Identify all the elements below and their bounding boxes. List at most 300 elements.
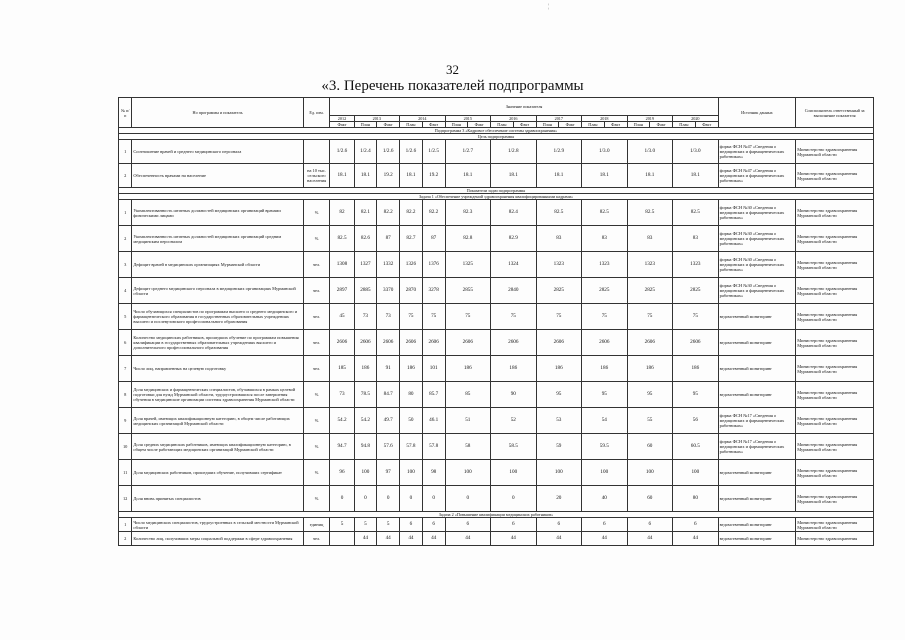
table-cell: 46.1 bbox=[422, 408, 445, 434]
table-cell: 82.2 bbox=[377, 200, 400, 226]
table-cell: 85 bbox=[445, 382, 491, 408]
table-cell: 87 bbox=[377, 226, 400, 252]
table-cell: Министерство здравоохранения Мурманской области bbox=[796, 164, 874, 188]
table-cell: 82.5 bbox=[330, 226, 354, 252]
table-cell: 18.1 bbox=[400, 164, 423, 188]
year-header: 2012 bbox=[330, 116, 354, 122]
table-cell: % bbox=[303, 434, 330, 460]
table-cell: 18.1 bbox=[445, 164, 491, 188]
table-cell: 85.7 bbox=[422, 382, 445, 408]
table-cell: 1 bbox=[119, 200, 132, 226]
table-cell: 186 bbox=[354, 356, 377, 382]
table-cell: 186 bbox=[673, 356, 719, 382]
table-cell: 57.6 bbox=[377, 434, 400, 460]
table-cell: 2825 bbox=[536, 278, 582, 304]
table-cell: 101 bbox=[422, 356, 445, 382]
table-cell: форма ФСН №30 «Сведения о медицинских и фармацевтических работниках» bbox=[718, 200, 796, 226]
table-cell: форма ФСН №17 «Сведения о медицинских и фармацевтических работниках» bbox=[718, 434, 796, 460]
table-cell: 1/2.8 bbox=[491, 140, 537, 164]
table-cell: 44 bbox=[354, 532, 377, 546]
table-cell: 75 bbox=[422, 304, 445, 330]
table-cell: 2885 bbox=[354, 278, 377, 304]
table-cell: 75 bbox=[491, 304, 537, 330]
table-cell: 6 bbox=[673, 518, 719, 532]
table-cell: 2606 bbox=[330, 330, 354, 356]
table-cell: Министерство здравоохранения Мурманской области bbox=[796, 486, 874, 512]
table-cell: 2 bbox=[119, 164, 132, 188]
table-cell: форма ФСН №47 «Сведения о медицинских и фармацевтических работниках» bbox=[718, 140, 796, 164]
table-cell: Министерство здравоохранения Мурманской области bbox=[796, 518, 874, 532]
table-cell: Укомплектованность штатных должностей медицинских организаций врачами физическими лицами bbox=[132, 200, 303, 226]
table-cell: 6 bbox=[422, 518, 445, 532]
table-cell: 18.1 bbox=[491, 164, 537, 188]
table-cell: 0 bbox=[400, 486, 423, 512]
table-cell: чел. bbox=[303, 330, 330, 356]
subheader-cell: План bbox=[627, 122, 650, 128]
table-cell: 186 bbox=[491, 356, 537, 382]
subheader-cell: План bbox=[445, 122, 468, 128]
col-responsible: Соисполнитель ответственный за выполнение показателя bbox=[796, 98, 874, 128]
subheader-cell: План bbox=[582, 122, 605, 128]
table-cell: Доля медицинских работников, прошедших обучение, получивших сертификат bbox=[132, 460, 303, 486]
table-cell: 54.2 bbox=[330, 408, 354, 434]
col-unit: Ед. изм. bbox=[303, 98, 330, 128]
table-cell: форма ФСН №30 «Сведения о медицинских и фармацевтических работниках» bbox=[718, 252, 796, 278]
table-row bbox=[119, 252, 874, 278]
table-cell: 82.8 bbox=[445, 226, 491, 252]
table-row bbox=[119, 304, 874, 330]
table-cell: 0 bbox=[377, 486, 400, 512]
table-cell: 6 bbox=[582, 518, 628, 532]
table-row bbox=[119, 356, 874, 382]
table-cell: 75 bbox=[536, 304, 582, 330]
table-cell: Доля медицинских и фармацевтических специалистов, обучавшихся в рамках целевой подготовки для нужд Мурманской области, трудоустроившихся после завершения обучения в медицинские организации системы здравоохранения Мурманской области bbox=[132, 382, 303, 408]
table-cell: 20 bbox=[536, 486, 582, 512]
table-cell: 60 bbox=[627, 434, 673, 460]
subheader-cell: План bbox=[354, 122, 377, 128]
table-cell: 18.1 bbox=[536, 164, 582, 188]
table-cell: 1/2.9 bbox=[536, 140, 582, 164]
table-cell: 11 bbox=[119, 460, 132, 486]
table-cell: 185 bbox=[330, 356, 354, 382]
table-row bbox=[119, 226, 874, 252]
table-row bbox=[119, 200, 874, 226]
section-row: Подпрограмма 3 «Кадровое обеспечение системы здравоохранения» bbox=[119, 128, 874, 134]
table-cell: 82.5 bbox=[627, 200, 673, 226]
table-cell: 100 bbox=[354, 460, 377, 486]
table-cell: 6 bbox=[491, 518, 537, 532]
table-cell: 3278 bbox=[422, 278, 445, 304]
table-cell: 58 bbox=[445, 434, 491, 460]
year-header: 2019 bbox=[627, 116, 673, 122]
table-cell: 0 bbox=[422, 486, 445, 512]
table-cell: 186 bbox=[400, 356, 423, 382]
page-title: «3. Перечень показателей подпрограммы bbox=[321, 78, 584, 94]
table-cell: 2825 bbox=[627, 278, 673, 304]
table-cell: 53 bbox=[536, 408, 582, 434]
table-row bbox=[119, 330, 874, 356]
table-cell: % bbox=[303, 382, 330, 408]
table-cell: Количество медицинских работников, прошедших обучение по программам повышения квалификации в государственных образовательных учреждениях высшего и дополнительного профессионального образования bbox=[132, 330, 303, 356]
table-cell: 55 bbox=[627, 408, 673, 434]
table-cell: 100 bbox=[627, 460, 673, 486]
table-cell: 44 bbox=[377, 532, 400, 546]
table-cell: 80 bbox=[673, 486, 719, 512]
table-cell: 90 bbox=[491, 382, 537, 408]
table-cell: 1/2.6 bbox=[330, 140, 354, 164]
table-cell: 0 bbox=[445, 486, 491, 512]
table-cell: 75 bbox=[582, 304, 628, 330]
table-cell: 73 bbox=[354, 304, 377, 330]
table-cell: 1376 bbox=[422, 252, 445, 278]
year-header: 2018 bbox=[582, 116, 628, 122]
table-cell: 44 bbox=[491, 532, 537, 546]
table-cell: 1325 bbox=[445, 252, 491, 278]
table-cell: ведомственный мониторинг bbox=[718, 460, 796, 486]
table-cell: 1308 bbox=[330, 252, 354, 278]
table-cell: ведомственный мониторинг bbox=[718, 486, 796, 512]
table-cell: 186 bbox=[536, 356, 582, 382]
table-cell: ведомственный мониторинг bbox=[718, 330, 796, 356]
year-header: 2016 bbox=[491, 116, 537, 122]
table-cell: 84.7 bbox=[377, 382, 400, 408]
table-cell: 1323 bbox=[627, 252, 673, 278]
table-cell: 58.5 bbox=[491, 434, 537, 460]
table-row bbox=[119, 434, 874, 460]
table-cell: 2606 bbox=[400, 330, 423, 356]
table-cell: 94.8 bbox=[354, 434, 377, 460]
table-cell: 95 bbox=[673, 382, 719, 408]
table-cell: 40 bbox=[582, 486, 628, 512]
table-cell: 100 bbox=[582, 460, 628, 486]
table-cell: 2606 bbox=[582, 330, 628, 356]
table-cell: 52 bbox=[491, 408, 537, 434]
table-cell: Министерство здравоохранения Мурманской области bbox=[796, 252, 874, 278]
table-cell: 87 bbox=[422, 226, 445, 252]
table-cell: ведомственный мониторинг bbox=[718, 518, 796, 532]
table-cell: 91 bbox=[377, 356, 400, 382]
table-cell: 56 bbox=[673, 408, 719, 434]
table-row bbox=[119, 382, 874, 408]
table-cell: 2606 bbox=[377, 330, 400, 356]
table-cell: 82.3 bbox=[445, 200, 491, 226]
table-cell: 4 bbox=[119, 278, 132, 304]
table-cell: 83 bbox=[673, 226, 719, 252]
table-cell: 9 bbox=[119, 408, 132, 434]
table-cell: 2897 bbox=[330, 278, 354, 304]
table-cell: 0 bbox=[330, 486, 354, 512]
table-cell: 1/2.7 bbox=[445, 140, 491, 164]
table-cell: 2606 bbox=[627, 330, 673, 356]
table-cell: 82.5 bbox=[536, 200, 582, 226]
table-cell: 100 bbox=[400, 460, 423, 486]
table-cell: 1 bbox=[119, 140, 132, 164]
subheader-cell: Факт bbox=[559, 122, 582, 128]
table-row bbox=[119, 460, 874, 486]
section-row: Задача 1 «Обеспечение учреждений здравоохранения квалифицированными кадрами» bbox=[119, 194, 874, 200]
table-cell: 6 bbox=[536, 518, 582, 532]
table-cell: Министерство здравоохранения Мурманской области bbox=[796, 140, 874, 164]
col-indicator: Но программы и показатель bbox=[132, 98, 303, 128]
table-row bbox=[119, 532, 874, 546]
table-cell: 82.5 bbox=[673, 200, 719, 226]
table-cell: Дефицит среднего медицинского персонала в медицинских организациях Мурманской области bbox=[132, 278, 303, 304]
table-cell: 96 bbox=[330, 460, 354, 486]
table-cell: 18.1 bbox=[627, 164, 673, 188]
table-cell: 98 bbox=[422, 460, 445, 486]
table-cell: 1/3.0 bbox=[673, 140, 719, 164]
table-cell: 44 bbox=[445, 532, 491, 546]
table-cell: % bbox=[303, 460, 330, 486]
table-cell: 186 bbox=[627, 356, 673, 382]
table-cell: форма ФСН №30 «Сведения о медицинских и фармацевтических работниках» bbox=[718, 278, 796, 304]
table-cell: форма ФСН №17 «Сведения о медицинских и фармацевтических работниках» bbox=[718, 408, 796, 434]
table-cell: % bbox=[303, 200, 330, 226]
table-cell: 44 bbox=[422, 532, 445, 546]
year-header: 2020 bbox=[673, 116, 719, 122]
table-cell: 82.5 bbox=[582, 200, 628, 226]
table-cell: Доля врачей, имеющих квалификационную категорию, в общем числе работающих медицинских организаций Мурманской области bbox=[132, 408, 303, 434]
table-cell: 73 bbox=[377, 304, 400, 330]
table-row bbox=[119, 164, 874, 188]
table-row bbox=[119, 140, 874, 164]
table-cell: 95 bbox=[582, 382, 628, 408]
table-cell: 0 bbox=[354, 486, 377, 512]
table-cell: 94.7 bbox=[330, 434, 354, 460]
table-cell: 18.1 bbox=[354, 164, 377, 188]
table-cell: 44 bbox=[673, 532, 719, 546]
table-cell: 59.5 bbox=[582, 434, 628, 460]
table-cell: Министерство здравоохранения bbox=[796, 532, 874, 546]
table-row bbox=[119, 518, 874, 532]
table-cell: 6 bbox=[400, 518, 423, 532]
table-cell: Министерство здравоохранения Мурманской области bbox=[796, 434, 874, 460]
subheader-cell: План bbox=[673, 122, 696, 128]
table-cell: 3 bbox=[119, 252, 132, 278]
table-cell: 1/2.6 bbox=[400, 140, 423, 164]
table-cell: 1332 bbox=[377, 252, 400, 278]
table-cell: Обеспеченность врачами на население bbox=[132, 164, 303, 188]
table-cell: 2 bbox=[119, 226, 132, 252]
table-cell: 57.8 bbox=[422, 434, 445, 460]
table-cell: Министерство здравоохранения Мурманской области bbox=[796, 330, 874, 356]
table-cell: 18.1 bbox=[330, 164, 354, 188]
table-cell: 2606 bbox=[422, 330, 445, 356]
col-no: № п/п bbox=[119, 98, 132, 128]
subheader-cell: План bbox=[536, 122, 559, 128]
table-cell: 18.1 bbox=[673, 164, 719, 188]
table-cell: 1323 bbox=[673, 252, 719, 278]
table-cell: 83 bbox=[582, 226, 628, 252]
table-cell: 80 bbox=[400, 382, 423, 408]
table-cell: 44 bbox=[582, 532, 628, 546]
table-cell: 82.7 bbox=[400, 226, 423, 252]
table-cell: 100 bbox=[536, 460, 582, 486]
table-row bbox=[119, 278, 874, 304]
table-cell: 82.1 bbox=[354, 200, 377, 226]
subheader-cell: Факт bbox=[422, 122, 445, 128]
table-cell: 2 bbox=[119, 532, 132, 546]
table-cell: Число обучающихся специалистов по программам высшего и среднего медицинского и фармацевтического образования в государственных образовательных учреждениях высшего и послевузовского профессионального образования bbox=[132, 304, 303, 330]
subheader-cell: Факт bbox=[513, 122, 536, 128]
table-cell: 100 bbox=[491, 460, 537, 486]
table-cell: 78.5 bbox=[354, 382, 377, 408]
table-cell: Министерство здравоохранения Мурманской области bbox=[796, 460, 874, 486]
table-cell: 54 bbox=[582, 408, 628, 434]
table-cell: 82.2 bbox=[422, 200, 445, 226]
year-header: 2013 bbox=[354, 116, 400, 122]
table-cell: 75 bbox=[445, 304, 491, 330]
table-cell: 95 bbox=[627, 382, 673, 408]
table-cell: 83 bbox=[536, 226, 582, 252]
table-cell: 2606 bbox=[354, 330, 377, 356]
table-cell: 75 bbox=[673, 304, 719, 330]
table-cell: 6 bbox=[119, 330, 132, 356]
table-cell: % bbox=[303, 486, 330, 512]
table-cell: форма ФСН №30 «Сведения о медицинских и фармацевтических работниках» bbox=[718, 226, 796, 252]
table-cell: 97 bbox=[377, 460, 400, 486]
table-cell: 10 bbox=[119, 434, 132, 460]
table-cell: ведомственный мониторинг bbox=[718, 304, 796, 330]
table-cell: Министерство здравоохранения Мурманской области bbox=[796, 278, 874, 304]
table-cell: 1/2.5 bbox=[422, 140, 445, 164]
page-number: 32 bbox=[446, 62, 459, 77]
subheader-cell: Факт bbox=[468, 122, 491, 128]
table-cell: % bbox=[303, 226, 330, 252]
table-cell: 1 bbox=[119, 518, 132, 532]
table-cell: 100 bbox=[445, 460, 491, 486]
subheader-cell: Факт bbox=[695, 122, 718, 128]
year-header: 2014 bbox=[400, 116, 446, 122]
table-cell: Соотношение врачей и среднего медицинского персонала bbox=[132, 140, 303, 164]
table-cell: 5 bbox=[119, 304, 132, 330]
table-cell: 2606 bbox=[673, 330, 719, 356]
table-cell: 5 bbox=[354, 518, 377, 532]
table-cell: 1326 bbox=[400, 252, 423, 278]
table-cell: 8 bbox=[119, 382, 132, 408]
table-cell: ведомственный мониторинг bbox=[718, 356, 796, 382]
table-cell: чел. bbox=[303, 356, 330, 382]
table-cell: 1324 bbox=[491, 252, 537, 278]
year-header: 2015 bbox=[445, 116, 491, 122]
table-cell: Министерство здравоохранения Мурманской области bbox=[796, 408, 874, 434]
table-cell: 83 bbox=[627, 226, 673, 252]
table-cell: 82.6 bbox=[354, 226, 377, 252]
table-cell: Министерство здравоохранения Мурманской области bbox=[796, 226, 874, 252]
table-cell: 2825 bbox=[582, 278, 628, 304]
table-cell: 6 bbox=[445, 518, 491, 532]
subheader-cell: План bbox=[400, 122, 423, 128]
table-cell: Министерство здравоохранения Мурманской области bbox=[796, 382, 874, 408]
table-cell: 2825 bbox=[673, 278, 719, 304]
table-cell: 1323 bbox=[582, 252, 628, 278]
table-cell: 1/2.4 bbox=[354, 140, 377, 164]
table-cell: Министерство здравоохранения Мурманской области bbox=[796, 304, 874, 330]
table-cell: 2606 bbox=[491, 330, 537, 356]
table-cell: 2840 bbox=[491, 278, 537, 304]
table-cell: Доля вновь принятых специалистов bbox=[132, 486, 303, 512]
table-cell: 57.8 bbox=[400, 434, 423, 460]
table-row bbox=[119, 486, 874, 512]
table-cell: 82.4 bbox=[491, 200, 537, 226]
table-cell: ведомственный мониторинг bbox=[718, 532, 796, 546]
table-cell: чел. bbox=[303, 278, 330, 304]
table-cell bbox=[303, 140, 330, 164]
table-cell: Количество лиц, получивших меры социальной поддержки в сфере здравоохранения bbox=[132, 532, 303, 546]
table-cell: 2855 bbox=[445, 278, 491, 304]
scan-mark: ¦ bbox=[548, 4, 550, 10]
table-cell: 19.2 bbox=[377, 164, 400, 188]
table-cell: 19.2 bbox=[422, 164, 445, 188]
table-cell: 82.9 bbox=[491, 226, 537, 252]
table-cell: 75 bbox=[627, 304, 673, 330]
table-cell: на 10 тыс. сельского населения bbox=[303, 164, 330, 188]
table-cell: 1327 bbox=[354, 252, 377, 278]
table-cell: 18.1 bbox=[582, 164, 628, 188]
table-cell bbox=[330, 532, 354, 546]
table-row bbox=[119, 408, 874, 434]
table-cell: % bbox=[303, 408, 330, 434]
table-cell: 0 bbox=[491, 486, 537, 512]
table-cell: 1/3.0 bbox=[582, 140, 628, 164]
table-cell: 2870 bbox=[400, 278, 423, 304]
table-cell: 60.5 bbox=[673, 434, 719, 460]
table-cell: 1323 bbox=[536, 252, 582, 278]
table-cell: 186 bbox=[582, 356, 628, 382]
table-cell: 51 bbox=[445, 408, 491, 434]
table-cell: 2606 bbox=[536, 330, 582, 356]
subheader-cell: Факт bbox=[377, 122, 400, 128]
table-cell: 44 bbox=[627, 532, 673, 546]
table-cell: 59 bbox=[536, 434, 582, 460]
table-cell: Доля средних медицинских работников, имеющих квалификационную категорию, в общем числе работающих медицинских организаций Мурманской области bbox=[132, 434, 303, 460]
section-row: Задача 2 «Повышение квалификации медицинских работников» bbox=[119, 512, 874, 518]
table-cell: 50 bbox=[400, 408, 423, 434]
table-cell: 100 bbox=[673, 460, 719, 486]
table-cell: 1/2.6 bbox=[377, 140, 400, 164]
col-values: Значение показателя bbox=[330, 98, 718, 116]
section-row: Показатели задач подпрограммы bbox=[119, 188, 874, 194]
table-cell: 73 bbox=[330, 382, 354, 408]
table-cell: 3370 bbox=[377, 278, 400, 304]
year-header: 2017 bbox=[536, 116, 582, 122]
table-cell: Число лиц, направленных на целевую подготовку bbox=[132, 356, 303, 382]
table-cell: 6 bbox=[627, 518, 673, 532]
table-cell: 49.7 bbox=[377, 408, 400, 434]
subheader-cell: Факт bbox=[330, 122, 354, 128]
subheader-cell: Факт bbox=[604, 122, 627, 128]
table-cell: 60 bbox=[627, 486, 673, 512]
table-cell: 75 bbox=[400, 304, 423, 330]
table-cell: 44 bbox=[400, 532, 423, 546]
table-cell: 7 bbox=[119, 356, 132, 382]
subheader-cell: Факт bbox=[650, 122, 673, 128]
table-cell: Министерство здравоохранения Мурманской области bbox=[796, 200, 874, 226]
table-cell: Министерство здравоохранения Мурманской области bbox=[796, 356, 874, 382]
table-cell: 54.2 bbox=[354, 408, 377, 434]
table-cell: 44 bbox=[536, 532, 582, 546]
table-cell: 5 bbox=[377, 518, 400, 532]
section-row: Цель подпрограммы bbox=[119, 134, 874, 140]
table-cell: Укомплектованность штатных должностей медицинских организаций средним медицинским персоналом bbox=[132, 226, 303, 252]
table-cell: 186 bbox=[445, 356, 491, 382]
table-cell: 82.2 bbox=[400, 200, 423, 226]
table-cell: форма ФСН №47 «Сведения о медицинских и фармацевтических работниках» bbox=[718, 164, 796, 188]
table-cell: 1/3.0 bbox=[627, 140, 673, 164]
indicators-table bbox=[118, 97, 874, 546]
table-cell: чел. bbox=[303, 252, 330, 278]
table-cell: единиц bbox=[303, 518, 330, 532]
